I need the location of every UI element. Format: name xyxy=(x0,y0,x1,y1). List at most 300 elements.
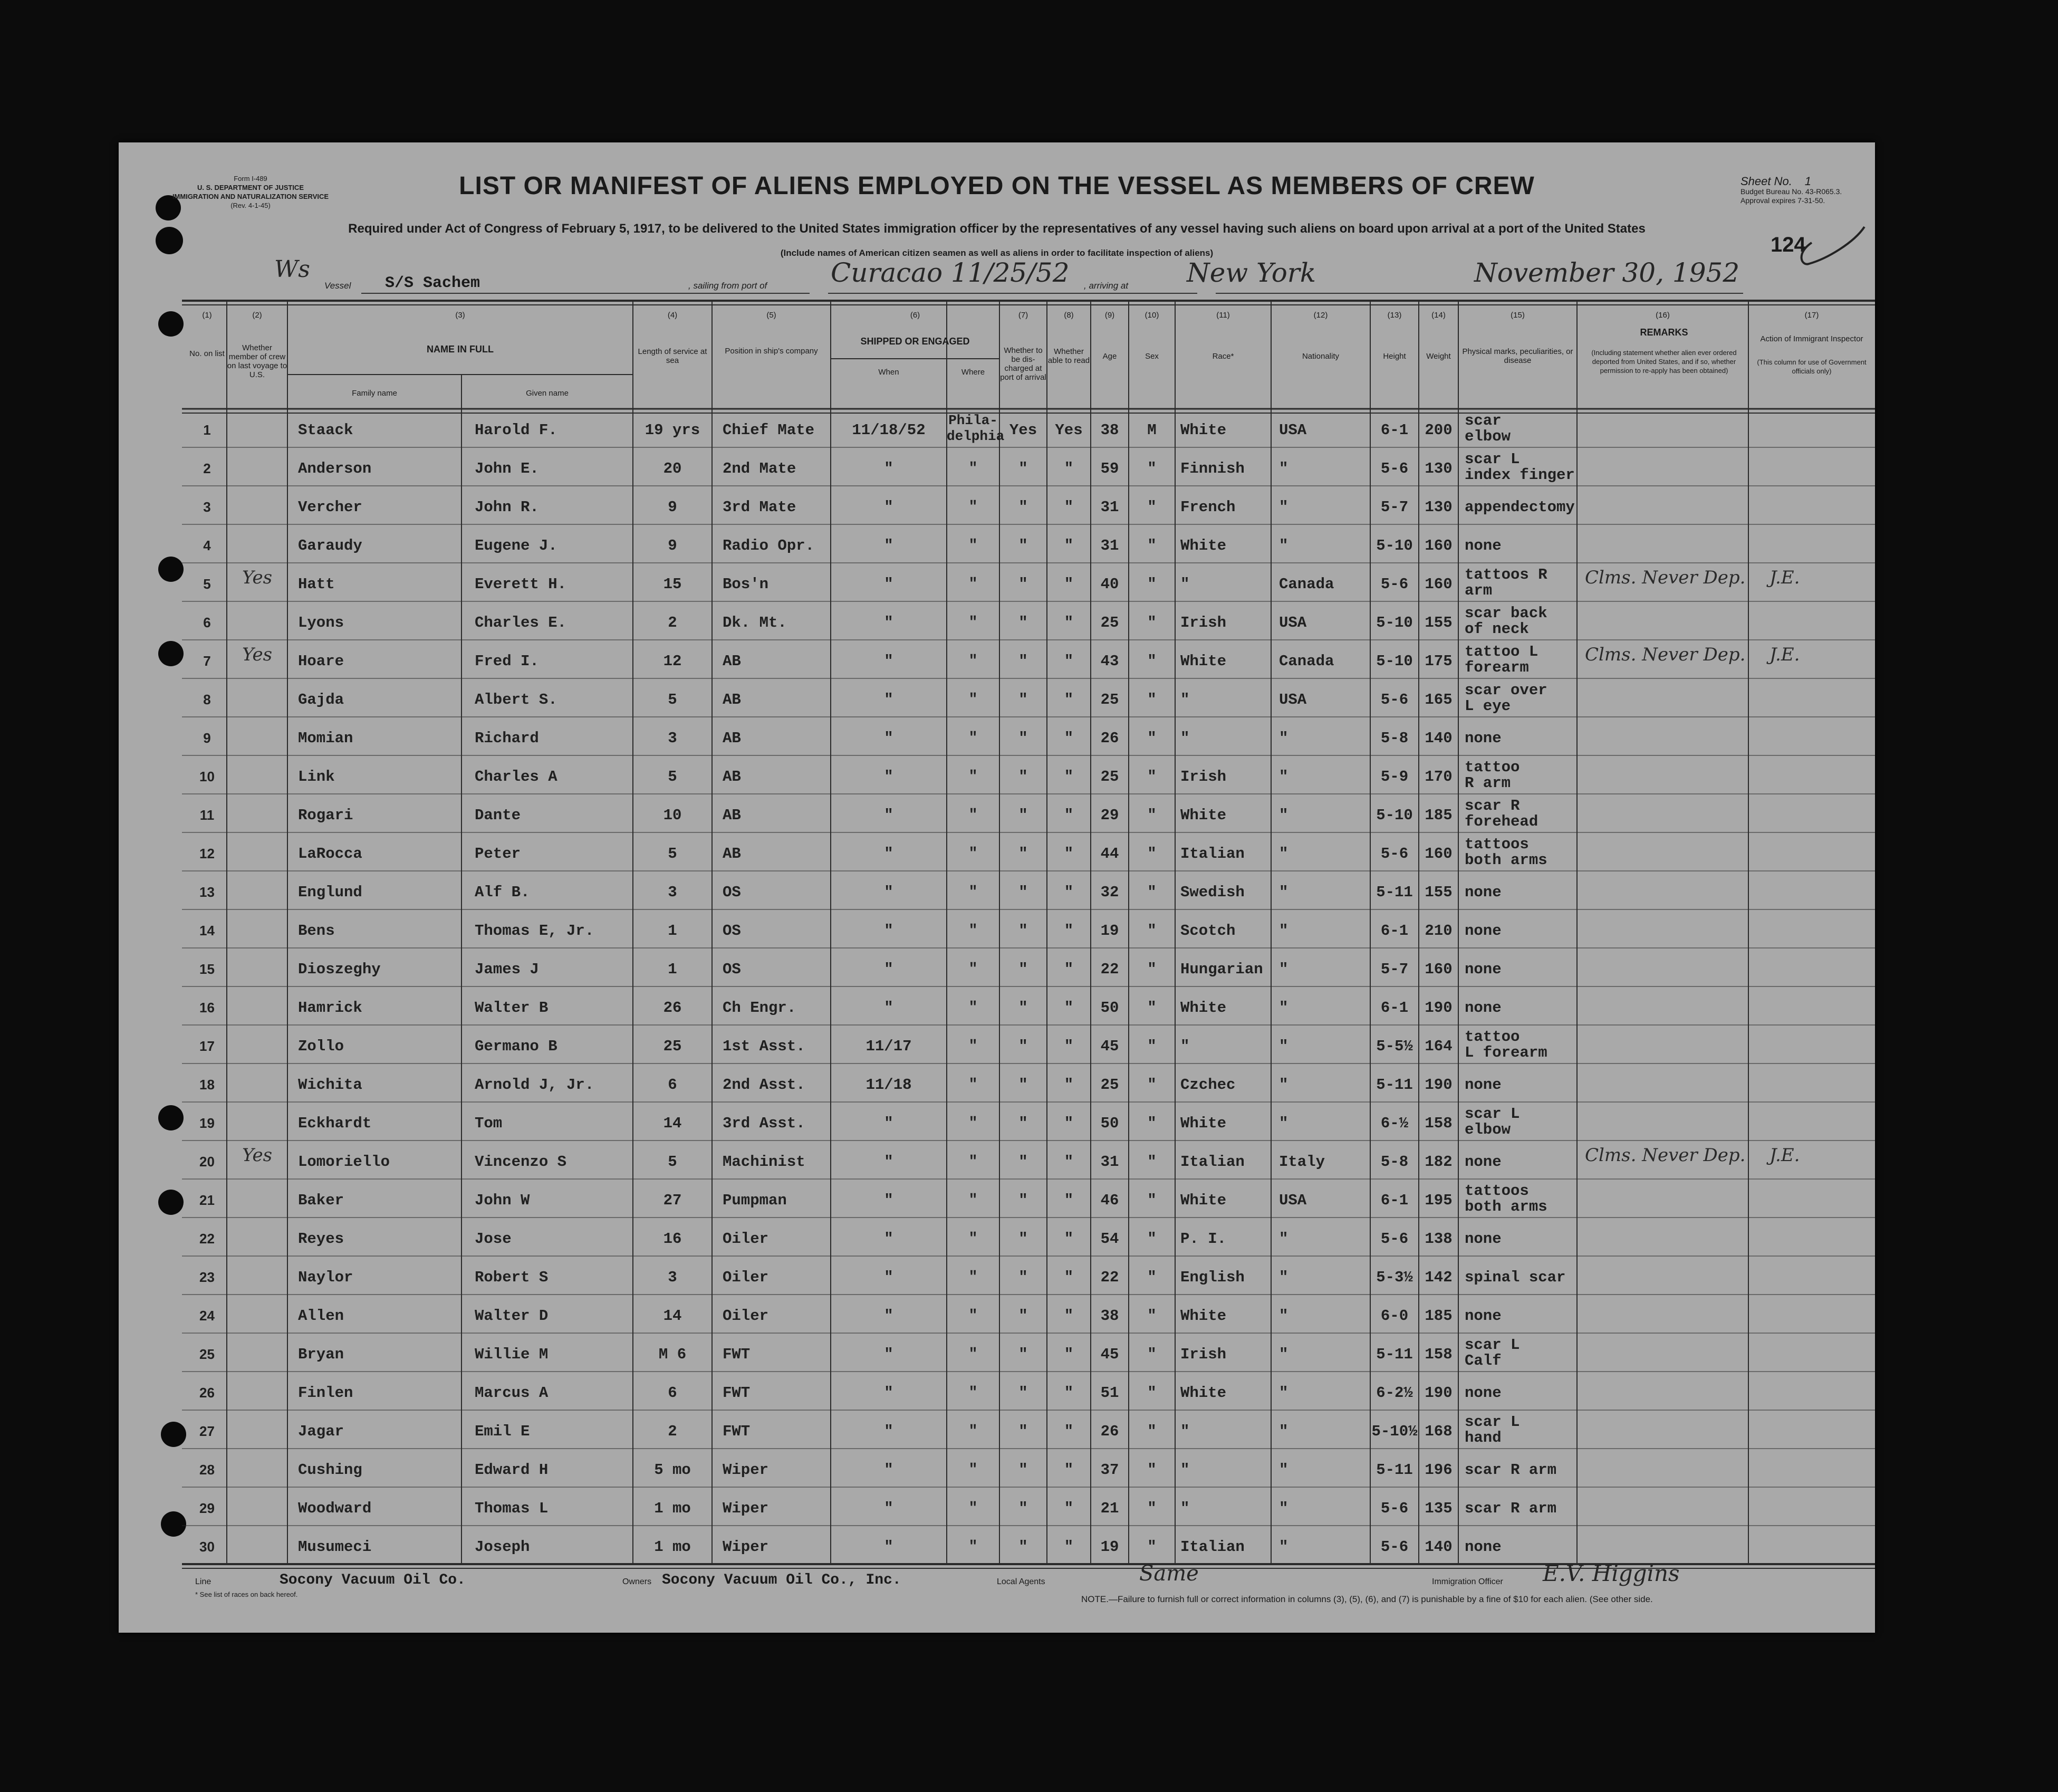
cell-service: 9 xyxy=(668,537,677,554)
cell-age: 59 xyxy=(1100,460,1119,477)
col-c8-number: (8) xyxy=(1064,310,1074,320)
cell-family: Wichita xyxy=(298,1076,362,1094)
cell-given: Edward H xyxy=(475,1461,549,1479)
cell-height: 5-11 xyxy=(1376,884,1413,901)
cell-marks: scar xyxy=(1465,412,1502,429)
cell-read: " xyxy=(1064,768,1074,785)
sheet-label: Sheet No. xyxy=(1740,175,1792,188)
cell-no: 2 xyxy=(203,461,211,476)
cell-position: Pumpman xyxy=(723,1192,787,1209)
cell-nationality: " xyxy=(1279,1230,1288,1248)
cell-when: " xyxy=(884,1423,893,1440)
col-service-header: Length of service at sea xyxy=(638,347,707,365)
cell-nationality: Italy xyxy=(1279,1153,1325,1171)
cell-given: Peter xyxy=(475,845,521,863)
cell-marks: R arm xyxy=(1465,774,1511,792)
cell-read: " xyxy=(1064,1153,1074,1171)
cell-no: 23 xyxy=(199,1269,215,1285)
cell-read: " xyxy=(1064,1038,1074,1055)
cell-weight: 170 xyxy=(1425,768,1453,785)
cell-height: 5-11 xyxy=(1376,1076,1413,1094)
cell-discharged: " xyxy=(1018,1115,1028,1132)
cell-weight: 185 xyxy=(1425,807,1453,824)
cell-nationality: Canada xyxy=(1279,653,1334,670)
cell-position: OS xyxy=(723,922,741,940)
col-c6-number: (6) xyxy=(910,310,920,320)
cell-marks: none xyxy=(1465,1307,1502,1325)
cell-given: Harold F. xyxy=(475,421,557,439)
cell-given: Vincenzo S xyxy=(475,1153,567,1171)
cell-age: 19 xyxy=(1100,1538,1119,1556)
cell-age: 50 xyxy=(1100,1115,1119,1132)
cell-read: " xyxy=(1064,1192,1074,1209)
cell-where: delphia xyxy=(947,428,1005,444)
penalty-note: NOTE.—Failure to furnish full or correct information in columns (3), (5), (6), and (7) is punishable by a fine of $10 for each alien. (See other side. xyxy=(1081,1594,1653,1604)
cell-position: Dk. Mt. xyxy=(723,614,787,631)
cell-height: 5-10 xyxy=(1376,537,1413,554)
cell-position: FWT xyxy=(723,1423,751,1440)
cell-service: 25 xyxy=(663,1038,682,1055)
col-c16-number: (16) xyxy=(1656,310,1670,320)
col-sex-header: Sex xyxy=(1145,351,1159,361)
cell-age: 44 xyxy=(1100,845,1119,863)
cell-where: " xyxy=(968,1385,978,1401)
cell-sex: " xyxy=(1147,922,1157,940)
cell-service: 15 xyxy=(663,576,682,593)
cell-where: " xyxy=(968,1192,978,1209)
cell-position: OS xyxy=(723,961,741,978)
cell-where: " xyxy=(968,1308,978,1324)
cell-discharged: " xyxy=(1018,1230,1028,1248)
cell-marks: appendectomy xyxy=(1465,499,1575,516)
cell-when: " xyxy=(884,576,893,593)
cell-marks: L forearm xyxy=(1465,1044,1547,1061)
cell-when: " xyxy=(884,537,893,554)
cell-position: Ch Engr. xyxy=(723,999,796,1017)
cell-given: Arnold J, Jr. xyxy=(475,1076,594,1094)
cell-marks: scar R arm xyxy=(1465,1461,1557,1479)
cell-height: 5-6 xyxy=(1380,691,1409,708)
cell-service: 5 xyxy=(668,1153,677,1171)
subtitle: Required under Act of Congress of February 5, 1917, to be delivered to the United States immigration officer by the representatives of any vessel having such aliens on board upon arrival at a port of the United States xyxy=(348,222,1646,236)
cell-where: " xyxy=(968,1231,978,1247)
cell-no: 18 xyxy=(199,1077,215,1093)
cell-weight: 158 xyxy=(1425,1115,1453,1132)
cell-race: White xyxy=(1180,421,1227,439)
cell-where: " xyxy=(968,1154,978,1170)
cell-weight: 190 xyxy=(1425,1076,1453,1094)
cell-read: " xyxy=(1064,1307,1074,1325)
cell-discharged: " xyxy=(1018,1307,1028,1325)
cell-age: 50 xyxy=(1100,999,1119,1017)
cell-age: 31 xyxy=(1100,1153,1119,1171)
cell-no: 12 xyxy=(199,846,215,861)
cell-age: 45 xyxy=(1100,1038,1119,1055)
cell-when: " xyxy=(884,999,893,1017)
cell-race: Swedish xyxy=(1180,884,1245,901)
cell-discharged: " xyxy=(1018,1423,1028,1440)
cell-service: 6 xyxy=(668,1076,677,1094)
cell-discharged: " xyxy=(1018,807,1028,824)
cell-no: 9 xyxy=(203,730,211,746)
cell-position: 3rd Mate xyxy=(723,499,796,516)
cell-family: Allen xyxy=(298,1307,344,1325)
cell-discharged: " xyxy=(1018,999,1028,1017)
cell-service: M 6 xyxy=(658,1346,687,1363)
cell-marks: none xyxy=(1465,922,1502,940)
cell-weight: 185 xyxy=(1425,1307,1453,1325)
cell-race: " xyxy=(1180,730,1190,747)
cell-no: 7 xyxy=(203,653,211,669)
cell-sex: " xyxy=(1147,807,1157,824)
cell-weight: 130 xyxy=(1425,460,1453,477)
cell-where: " xyxy=(968,615,978,631)
cell-where: " xyxy=(968,1500,978,1517)
cell-given: Albert S. xyxy=(475,691,557,708)
cell-where: " xyxy=(968,769,978,785)
cell-no: 30 xyxy=(199,1539,215,1555)
cell-family: Eckhardt xyxy=(298,1115,372,1132)
cell-nationality: USA xyxy=(1279,691,1307,708)
cell-age: 31 xyxy=(1100,537,1119,554)
cell-action: J.E. xyxy=(1770,567,1800,588)
cell-family: Musumeci xyxy=(298,1538,372,1556)
cell-discharged: " xyxy=(1018,614,1028,631)
cell-weight: 158 xyxy=(1425,1346,1453,1363)
department: U. S. DEPARTMENT OF JUSTICE xyxy=(197,184,304,191)
cell-age: 25 xyxy=(1100,614,1119,631)
cell-race: Czchec xyxy=(1180,1076,1236,1094)
cell-nationality: " xyxy=(1279,845,1288,863)
cell-no: 10 xyxy=(199,769,215,784)
cell-remarks: Clms. Never Dep. xyxy=(1585,1145,1746,1166)
cell-position: Oiler xyxy=(723,1230,769,1248)
cell-given: Charles A xyxy=(475,768,557,785)
cell-no: 19 xyxy=(199,1115,215,1131)
cell-read: " xyxy=(1064,499,1074,516)
footer-agents-label: Local Agents xyxy=(997,1577,1045,1586)
cell-height: 6-½ xyxy=(1380,1115,1409,1132)
arriving-label: , arriving at xyxy=(1084,281,1129,291)
cell-no: 27 xyxy=(199,1423,215,1439)
cell-read: " xyxy=(1064,961,1074,978)
cell-given: Joseph xyxy=(475,1538,530,1556)
cell-read: " xyxy=(1064,1346,1074,1363)
cell-read: " xyxy=(1064,807,1074,824)
cell-family: Bens xyxy=(298,922,335,940)
approval-expiry: Approval expires 7-31-50. xyxy=(1740,196,1825,205)
cell-discharged: " xyxy=(1018,1192,1028,1209)
cell-position: AB xyxy=(723,845,741,863)
races-note: * See list of races on back hereof. xyxy=(195,1590,298,1598)
cell-given: Robert S xyxy=(475,1269,549,1286)
cell-sex: " xyxy=(1147,768,1157,785)
cell-discharged: " xyxy=(1018,537,1028,554)
cell-sex: " xyxy=(1147,653,1157,670)
cell-given: James J xyxy=(475,961,539,978)
cell-position: Oiler xyxy=(723,1269,769,1286)
cell-given: Charles E. xyxy=(475,614,567,631)
subtitle-note: (Include names of American citizen seamen as well as aliens in order to facilitate inspection of aliens) xyxy=(780,248,1214,258)
cell-service: 5 xyxy=(668,691,677,708)
cell-service: 3 xyxy=(668,1269,677,1286)
cell-family: Hoare xyxy=(298,653,344,670)
cell-service: 14 xyxy=(663,1307,682,1325)
cell-family: Jagar xyxy=(298,1423,344,1440)
cell-position: AB xyxy=(723,691,741,708)
cell-position: 3rd Asst. xyxy=(723,1115,805,1132)
col-no-header: No. on list xyxy=(189,349,225,358)
cell-sex: " xyxy=(1147,1153,1157,1171)
cell-when: 11/17 xyxy=(865,1038,912,1055)
cell-service: 3 xyxy=(668,730,677,747)
cell-marks: both arms xyxy=(1465,1198,1547,1215)
cell-height: 5-6 xyxy=(1380,1538,1409,1556)
cell-marks: spinal scar xyxy=(1465,1269,1566,1286)
cell-age: 25 xyxy=(1100,1076,1119,1094)
arrival-port: New York xyxy=(1187,257,1316,288)
cell-family: Cushing xyxy=(298,1461,362,1479)
cell-age: 46 xyxy=(1100,1192,1119,1209)
cell-marks: L eye xyxy=(1465,697,1511,715)
cell-discharged: " xyxy=(1018,884,1028,901)
cell-sex: " xyxy=(1147,576,1157,593)
cell-when: " xyxy=(884,653,893,670)
page-title: LIST OR MANIFEST OF ALIENS EMPLOYED ON THE VESSEL AS MEMBERS OF CREW xyxy=(459,172,1535,200)
cell-sex: " xyxy=(1147,961,1157,978)
cell-when: " xyxy=(884,730,893,747)
cell-age: 38 xyxy=(1100,421,1119,439)
cell-position: Oiler xyxy=(723,1307,769,1325)
cell-service: 27 xyxy=(663,1192,682,1209)
cell-position: FWT xyxy=(723,1346,751,1363)
cell-given: Thomas E, Jr. xyxy=(475,922,594,940)
cell-discharged: " xyxy=(1018,1269,1028,1286)
cell-no: 3 xyxy=(203,499,211,515)
cell-weight: 200 xyxy=(1425,421,1453,439)
cell-given: John E. xyxy=(475,460,539,477)
col-marks-header: Physical marks, peculiarities, or disease xyxy=(1462,347,1573,365)
cell-when: " xyxy=(884,1115,893,1132)
cell-height: 5-6 xyxy=(1380,1500,1409,1517)
cell-family: Hamrick xyxy=(298,999,362,1017)
cell-age: 19 xyxy=(1100,922,1119,940)
cell-where: " xyxy=(968,923,978,939)
cell-when: " xyxy=(884,1192,893,1209)
cell-height: 6-1 xyxy=(1380,421,1409,439)
cell-height: 5-6 xyxy=(1380,845,1409,863)
cell-when: " xyxy=(884,961,893,978)
cell-race: White xyxy=(1180,1307,1227,1325)
cell-when: 11/18 xyxy=(865,1076,912,1094)
col-c2-number: (2) xyxy=(252,310,262,320)
col-height-header: Height xyxy=(1383,351,1406,361)
cell-where: " xyxy=(968,499,978,515)
cell-given: Emil E xyxy=(475,1423,530,1440)
cell-marks: Calf xyxy=(1465,1352,1502,1369)
cell-service: 19 yrs xyxy=(645,421,700,439)
cell-weight: 168 xyxy=(1425,1423,1453,1440)
cell-discharged: " xyxy=(1018,1384,1028,1402)
cell-age: 32 xyxy=(1100,884,1119,901)
service-name: IMMIGRATION AND NATURALIZATION SERVICE xyxy=(172,193,329,200)
cell-family: Dioszeghy xyxy=(298,961,381,978)
cell-height: 5-8 xyxy=(1380,1153,1409,1171)
page-number-stamp: 124 xyxy=(1771,233,1806,256)
cell-no: 13 xyxy=(199,884,215,900)
cell-where: " xyxy=(968,1038,978,1055)
cell-given: Thomas L xyxy=(475,1500,549,1517)
col-c5-number: (5) xyxy=(766,310,776,320)
cell-race: White xyxy=(1180,537,1227,554)
cell-service: 2 xyxy=(668,1423,677,1440)
col-where-header: Where xyxy=(961,367,985,377)
cell-nationality: " xyxy=(1279,460,1288,477)
cell-where: " xyxy=(968,1077,978,1093)
cell-action: J.E. xyxy=(1770,644,1800,665)
cell-discharged: " xyxy=(1018,1538,1028,1556)
cell-no: 1 xyxy=(203,422,211,438)
col-c1-number: (1) xyxy=(202,310,212,320)
cell-read: " xyxy=(1064,653,1074,670)
cell-weight: 160 xyxy=(1425,576,1453,593)
cell-family: Staack xyxy=(298,421,353,439)
cell-family: Momian xyxy=(298,730,353,747)
cell-age: 43 xyxy=(1100,653,1119,670)
cell-sex: " xyxy=(1147,1192,1157,1209)
cell-age: 21 xyxy=(1100,1500,1119,1517)
cell-race: White xyxy=(1180,999,1227,1017)
cell-service: 20 xyxy=(663,460,682,477)
col-remarks-note: (Including statement whether alien ever ordered deported from United States, and if so, whether permission to re-apply has been obtained) xyxy=(1591,348,1737,375)
col-given-header: Given name xyxy=(526,388,569,398)
footer-agents: Same xyxy=(1139,1561,1199,1586)
cell-weight: 164 xyxy=(1425,1038,1453,1055)
cell-no: 16 xyxy=(199,1000,215,1015)
cell-sex: " xyxy=(1147,845,1157,863)
cell-position: OS xyxy=(723,884,741,901)
cell-service: 16 xyxy=(663,1230,682,1248)
cell-no: 15 xyxy=(199,961,215,977)
cell-weight: 155 xyxy=(1425,884,1453,901)
cell-read: " xyxy=(1064,999,1074,1017)
cell-nationality: " xyxy=(1279,1346,1288,1363)
cell-height: 5-8 xyxy=(1380,730,1409,747)
cell-height: 6-0 xyxy=(1380,1307,1409,1325)
cell-where: " xyxy=(968,1462,978,1478)
cell-position: AB xyxy=(723,768,741,785)
cell-when: " xyxy=(884,922,893,940)
cell-where: " xyxy=(968,1000,978,1016)
vessel-name: S/S Sachem xyxy=(385,274,480,292)
sailing-label: , sailing from port of xyxy=(688,281,767,291)
cell-weight: 140 xyxy=(1425,1538,1453,1556)
cell-race: Irish xyxy=(1180,768,1227,785)
cell-marks: scar L xyxy=(1465,1413,1520,1431)
cell-nationality: USA xyxy=(1279,421,1307,439)
cell-marks: tattoos R xyxy=(1465,566,1547,583)
cell-service: 5 xyxy=(668,845,677,863)
cell-given: Walter B xyxy=(475,999,549,1017)
cell-marks: of neck xyxy=(1465,620,1529,638)
cell-discharged: " xyxy=(1018,576,1028,593)
cell-given: Jose xyxy=(475,1230,512,1248)
cell-no: 29 xyxy=(199,1500,215,1516)
cell-read: " xyxy=(1064,614,1074,631)
cell-discharged: " xyxy=(1018,768,1028,785)
cell-read: " xyxy=(1064,576,1074,593)
revision: (Rev. 4-1-45) xyxy=(230,202,271,209)
footer-line: Socony Vacuum Oil Co. xyxy=(280,1572,466,1588)
cell-sex: " xyxy=(1147,499,1157,516)
cell-discharged: " xyxy=(1018,653,1028,670)
cell-where: " xyxy=(968,1539,978,1555)
col-c14-number: (14) xyxy=(1431,310,1446,320)
cell-marks: tattoo L xyxy=(1465,643,1538,660)
cell-where: " xyxy=(968,461,978,477)
cell-nationality: " xyxy=(1279,884,1288,901)
cell-weight: 140 xyxy=(1425,730,1453,747)
cell-no: 20 xyxy=(199,1154,215,1170)
cell-race: Italian xyxy=(1180,1153,1245,1171)
cell-sex: " xyxy=(1147,460,1157,477)
cell-marks: none xyxy=(1465,730,1502,747)
cell-race: " xyxy=(1180,1423,1190,1440)
cell-race: Italian xyxy=(1180,1538,1245,1556)
cell-service: 9 xyxy=(668,499,677,516)
cell-weight: 175 xyxy=(1425,653,1453,670)
cell-read: " xyxy=(1064,1230,1074,1248)
cell-service: 5 xyxy=(668,768,677,785)
cell-discharged: Yes xyxy=(1009,421,1037,439)
col-c11-number: (11) xyxy=(1216,310,1230,320)
col-c4-number: (4) xyxy=(667,310,678,320)
cell-height: 5-11 xyxy=(1376,1346,1413,1363)
cell-given: Alf B. xyxy=(475,884,530,901)
col-c7-number: (7) xyxy=(1018,310,1028,320)
cell-sex: " xyxy=(1147,1423,1157,1440)
cell-marks: scar back xyxy=(1465,605,1547,622)
cell-remarks: Clms. Never Dep. xyxy=(1585,644,1746,665)
cell-discharged: " xyxy=(1018,1500,1028,1517)
cell-marks: tattoos xyxy=(1465,1182,1529,1200)
cell-discharged: " xyxy=(1018,1153,1028,1171)
col-position-header: Position in ship's company xyxy=(725,346,818,356)
cell-family: Gajda xyxy=(298,691,344,708)
cell-sex: " xyxy=(1147,1384,1157,1402)
cell-sex: " xyxy=(1147,1461,1157,1479)
cell-action: J.E. xyxy=(1770,1145,1800,1166)
cell-age: 40 xyxy=(1100,576,1119,593)
cell-given: Fred I. xyxy=(475,653,539,670)
cell-race: P. I. xyxy=(1180,1230,1227,1248)
cell-discharged: " xyxy=(1018,691,1028,708)
cell-race: Finnish xyxy=(1180,460,1245,477)
cell-nationality: " xyxy=(1279,1307,1288,1325)
cell-race: White xyxy=(1180,653,1227,670)
cell-sex: " xyxy=(1147,537,1157,554)
cell-weight: 196 xyxy=(1425,1461,1453,1479)
cell-nationality: " xyxy=(1279,1461,1288,1479)
cell-marks: both arms xyxy=(1465,851,1547,869)
cell-sex: " xyxy=(1147,1307,1157,1325)
cell-race: White xyxy=(1180,1115,1227,1132)
cell-where: " xyxy=(968,576,978,592)
cell-race: " xyxy=(1180,1038,1190,1055)
cell-no: 11 xyxy=(199,807,215,823)
cell-height: 6-1 xyxy=(1380,922,1409,940)
cell-discharged: " xyxy=(1018,961,1028,978)
